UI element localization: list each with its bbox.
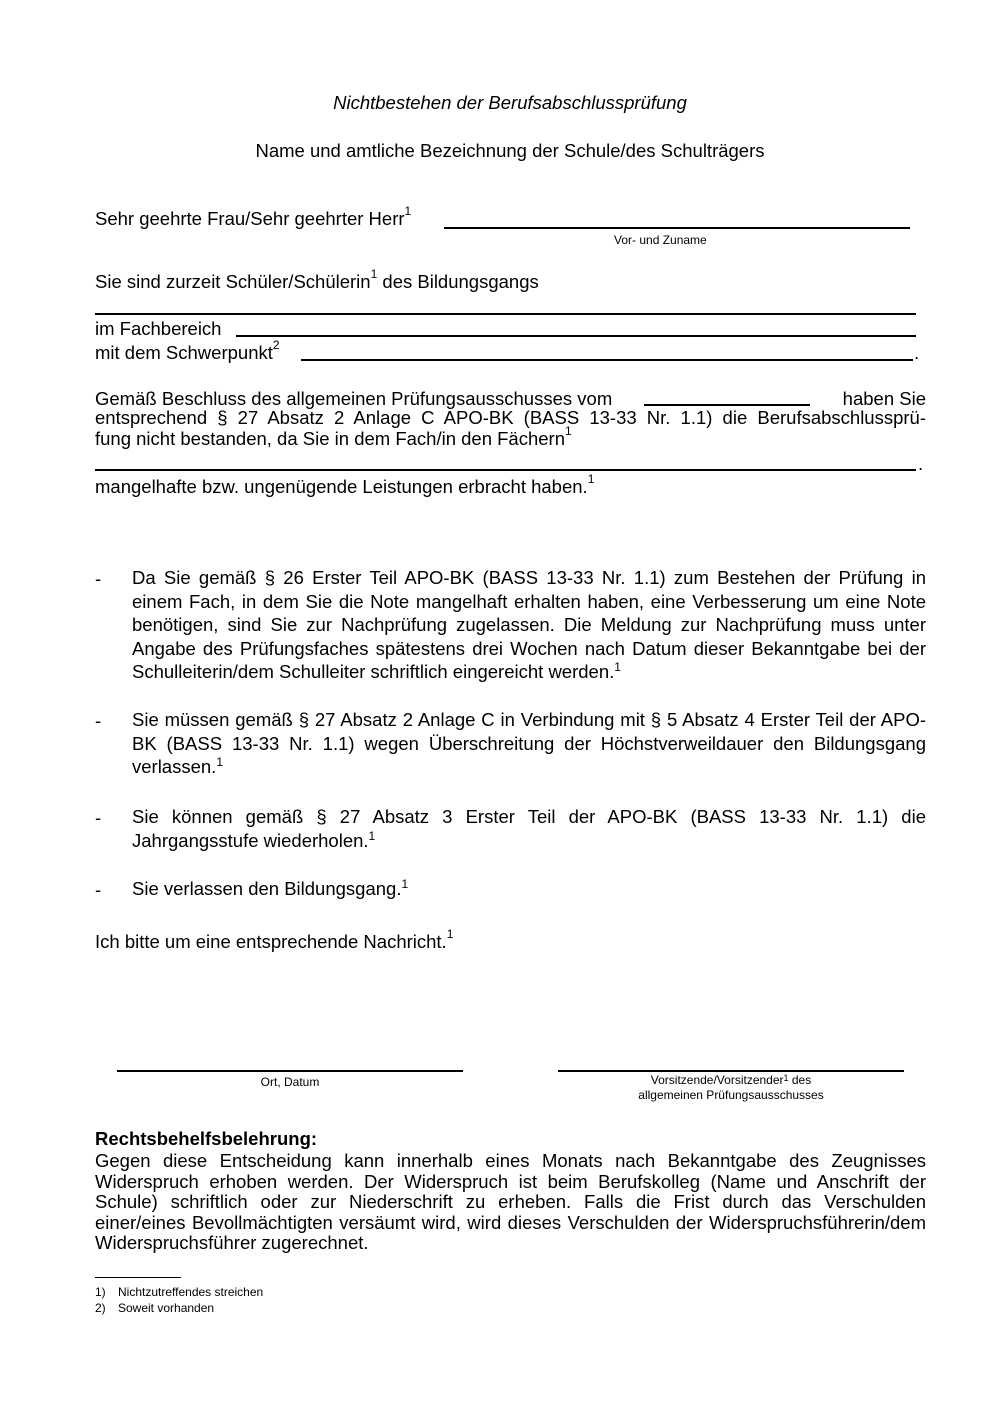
decision-text: fung nicht bestanden, da Sie in dem Fach/in den Fächern: [95, 428, 565, 449]
footnote-ref: 1: [216, 755, 224, 769]
footnote-ref: 1: [565, 424, 572, 438]
salutation: [95, 204, 412, 230]
option-verlassen-hoechstverweildauer: [132, 708, 926, 779]
footnote-ref: 1: [404, 204, 412, 218]
title-text: Nichtbestehen der Berufsabschlussprüfung: [333, 92, 687, 113]
footnote-ref: 1: [446, 927, 454, 941]
document-title: [0, 92, 992, 114]
fachbereich-field-line[interactable]: [236, 335, 916, 337]
status-text-end: des Bildungsgangs: [377, 271, 539, 292]
request-text: Ich bitte um eine entsprechende Nachricht.: [95, 931, 447, 952]
option-text: Sie müssen gemäß § 27 Absatz 2 Anlage C in Verbindung mit § 5 Absatz 4 Erster Teil der APO-BK (BASS 13-33 Nr. 1.1) wegen Überschreitung der Höchstverweildauer den Bildungsgang verlassen.: [132, 709, 926, 777]
schwerpunkt-text: mit dem Schwerpunkt: [95, 342, 273, 363]
footnote-ref: 2: [272, 338, 280, 352]
option-text: Sie können gemäß § 27 Absatz 3 Erster Teil der APO-BK (BASS 13-33 Nr. 1.1) die Jahrgangsstufe wiederholen.: [132, 806, 926, 851]
chair-label-text: allgemeinen Prüfungsausschusses: [638, 1088, 824, 1102]
option-bildungsgang-verlassen: [132, 877, 926, 901]
request-line: [95, 927, 454, 953]
decision-text: haben Sie: [842, 388, 926, 409]
legal-text: Gegen diese Entscheidung kann innerhalb eines Monats nach Bekanntgabe des Zeugnisses Widerspruch erhoben werden. Der Widerspruch ist beim Berufskolleg (Name und Anschrift der Schule) schriftlich oder zur Niederschrift zu erheben. Falls die Frist durch das Verschulden einer/eines Bevollmächtigten versäumt wird, wird dieses Verschulden der Widerspruchsführerin/dem Widerspruchsführer zugerechnet.: [95, 1150, 926, 1253]
option-nachpruefung: [132, 566, 926, 684]
footnote-number: 1): [95, 1285, 106, 1299]
faecher-field-line[interactable]: [95, 469, 916, 471]
ort-datum-label: Ort, Datum: [260, 1075, 320, 1089]
name-field-line[interactable]: [444, 227, 910, 229]
option-text: Da Sie gemäß § 26 Erster Teil APO-BK (BASS 13-33 Nr. 1.1) zum Bestehen der Prüfung in einem Fach, in dem Sie die Note mangelhaft erhalten haben, eine Verbesserung um eine Note benötigen, sind Sie zur Nachprüfung zugelassen. Die Meldung zur Nachprüfung muss unter Angabe des Prüfungsfaches spätestens drei Wochen nach Datum dieser Bekanntgabe bei der Schulleiterin/dem Schulleiter schriftlich eingereicht werden.: [132, 567, 926, 682]
fachbereich-label: im Fachbereich: [95, 318, 222, 339]
schwerpunkt-field-line[interactable]: [301, 359, 913, 361]
decision-line-5: [95, 472, 595, 498]
date-field-line[interactable]: [644, 388, 810, 406]
salutation-text: Sehr geehrte Frau/Sehr geehrter Herr: [95, 208, 405, 229]
option-dash: -: [95, 879, 102, 900]
period: .: [914, 342, 920, 363]
footnote-ref: 1: [587, 472, 595, 486]
footnote-ref: 1: [368, 828, 376, 843]
option-dash: -: [95, 568, 102, 589]
footnote-1: [95, 1285, 264, 1299]
footnote-text: Nichtzutreffendes streichen: [118, 1285, 264, 1299]
decision-line-2: entsprechend § 27 Absatz 2 Anlage C APO-BK (BASS 13-33 Nr. 1.1) die Berufsabschlussprü-: [95, 407, 926, 428]
option-dash: -: [95, 710, 102, 731]
school-name-placeholder: [0, 140, 992, 162]
chair-signature-label: [558, 1073, 904, 1103]
schwerpunkt-label: [95, 338, 280, 364]
footnote-ref: 1: [783, 1073, 789, 1083]
footnote-text: Soweit vorhanden: [118, 1301, 215, 1315]
status-line: [95, 267, 539, 293]
chair-signature-line[interactable]: [558, 1070, 904, 1072]
ort-datum-signature-line[interactable]: [117, 1070, 463, 1072]
school-name-text: Name und amtliche Bezeichnung der Schule/des Schulträgers: [255, 140, 765, 161]
footnote-ref: 1: [614, 660, 621, 674]
decision-text: Gemäß Beschluss des allgemeinen Prüfungsausschusses vom: [95, 388, 613, 409]
option-text: Sie verlassen den Bildungsgang.: [132, 878, 402, 899]
status-text: Sie sind zurzeit Schüler/Schülerin: [95, 271, 371, 292]
decision-text: mangelhafte bzw. ungenügende Leistungen erbracht haben.: [95, 476, 588, 497]
legal-heading: Rechtsbehelfsbelehrung:: [95, 1128, 318, 1149]
footnote-number: 2): [95, 1301, 106, 1315]
option-wiederholen: [132, 805, 926, 852]
name-field-label: Vor- und Zuname: [614, 233, 707, 247]
chair-label-text: Vorsitzende/Vorsitzender: [650, 1073, 784, 1087]
bildungsgang-field-line[interactable]: [95, 313, 916, 315]
chair-label-text: des: [788, 1073, 812, 1087]
footnote-ref: 1: [401, 877, 409, 891]
option-dash: -: [95, 807, 102, 828]
footnote-2: [95, 1301, 215, 1315]
footnote-ref: 1: [370, 267, 378, 281]
decision-line-3: [95, 424, 572, 450]
footnote-separator: [95, 1277, 181, 1278]
period: .: [918, 453, 924, 474]
